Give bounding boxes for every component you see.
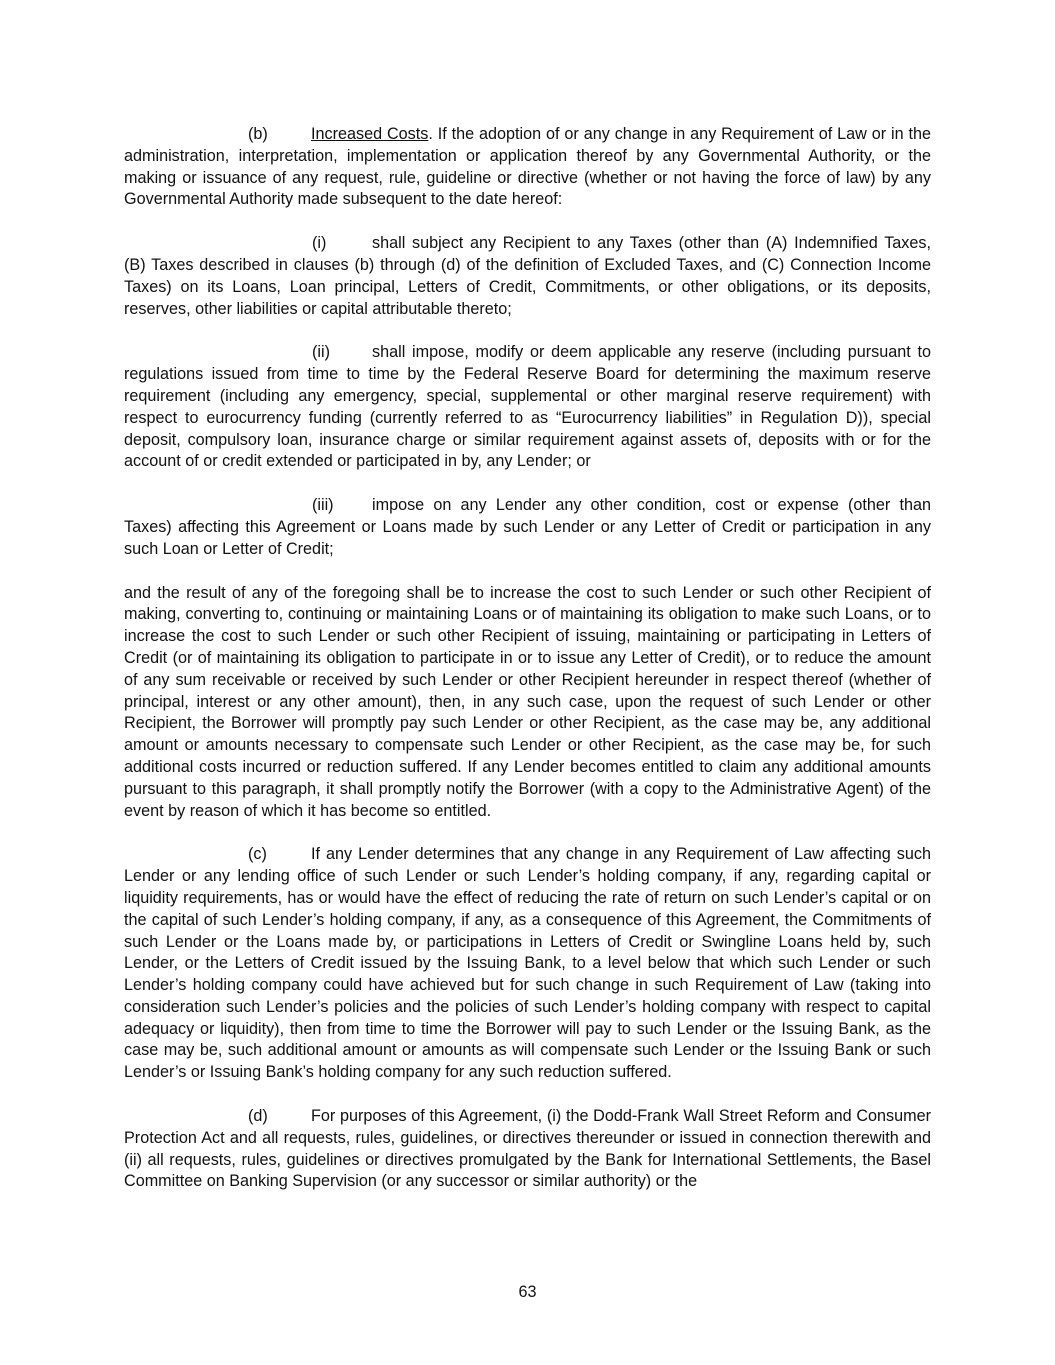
document-body <box>124 124 931 1193</box>
clause-ii <box>124 342 931 473</box>
paragraph-text: If any Lender determines that any change in any Requirement of Law affecting such Lender or any lending office of such Lender or such Lender’s holding company, if any, regarding capital or liquidity requirements, has or would have the effect of reducing the rate of return on such Lender’s capital or on the capital of such Lender’s holding company, if any, as a consequence of this Agreement, the Commitments of such Lender or the Loans made by, or participations in Letters of Credit or Swingline Loans held by, such Lender, or the Letters of Credit issued by the Issuing Bank, to a level below that which such Lender or such Lender’s holding company could have achieved but for such change in such Requirement of Law (taking into consideration such Lender’s policies and the policies of such Lender’s holding company with respect to capital adequacy or liquidity), then from time to time the Borrower will pay to such Lender or the Issuing Bank, as the case may be, such additional amount or amounts as will compensate such Lender or the Issuing Bank or such Lender’s or Issuing Bank’s holding company for any such reduction suffered. <box>124 845 931 1082</box>
paragraph-text: . If the adoption of or any change in any Requirement of Law or in the administration, interpretation, implementation or application thereof by any Governmental Authority, or the making or issuance of any request, rule, guideline or directive (whether or not having the force of law) by any Governmental Authority made subsequent to the date hereof: <box>124 125 931 209</box>
clause-iii <box>124 495 931 560</box>
clause-i <box>124 233 931 320</box>
paragraph-c <box>124 844 931 1084</box>
paragraph-b <box>124 124 931 211</box>
paragraph-label: (c) <box>248 845 267 864</box>
page-number: 63 <box>518 1283 537 1301</box>
clause-label: (i) <box>312 234 327 253</box>
paragraph-label: (d) <box>248 1107 268 1126</box>
result-paragraph: and the result of any of the foregoing shall be to increase the cost to such Lender or such other Recipient of making, converting to, continuing or maintaining Loans or of maintaining its obligation to make such Loans, or to increase the cost to such Lender or such other Recipient of issuing, maintaining or participating in Letters of Credit (or of maintaining its obligation to participate in or to issue any Letter of Credit), or to reduce the amount of any sum receivable or received by such Lender or other Recipient hereunder in respect thereof (whether of principal, interest or any other amount), then, in any such case, upon the request of such Lender or other Recipient, the Borrower will promptly pay such Lender or other Recipient, as the case may be, any additional amount or amounts necessary to compensate such Lender or other Recipient, as the case may be, for such additional costs incurred or reduction suffered. If any Lender becomes entitled to claim any additional amounts pursuant to this paragraph, it shall promptly notify the Borrower (with a copy to the Administrative Agent) of the event by reason of which it has become so entitled. <box>124 583 931 820</box>
section-heading: Increased Costs <box>311 125 429 143</box>
paragraph-label: (b) <box>248 125 268 143</box>
clause-label: (ii) <box>312 343 330 362</box>
clause-label: (iii) <box>312 496 334 515</box>
paragraph-text: For purposes of this Agreement, (i) the Dodd-Frank Wall Street Reform and Consumer Protection Act and all requests, rules, guidelines, or directives thereunder or issued in connection therewith and (ii) all requests, rules, guidelines or directives promulgated by the Bank for International Settlements, the Basel Committee on Banking Supervision (or any successor or similar authority) or the <box>124 1107 931 1191</box>
clause-text: shall subject any Recipient to any Taxes (other than (A) Indemnified Taxes, (B) Taxes described in clauses (b) through (d) of the definition of Excluded Taxes, and (C) Connection Income Taxes) on its Loans, Loan principal, Letters of Credit, Commitments, or other obligations, or its deposits, reserves, other liabilities or capital attributable thereto; <box>124 234 931 318</box>
clause-text: shall impose, modify or deem applicable any reserve (including pursuant to regulations issued from time to time by the Federal Reserve Board for determining the maximum reserve requirement (including any emergency, special, supplemental or other marginal reserve requirement) with respect to eurocurrency funding (currently referred to as “Eurocurrency liabilities” in Regulation D)), special deposit, compulsory loan, insurance charge or similar requirement against assets of, deposits with or for the account of or credit extended or participated in by, any Lender; or <box>124 343 931 471</box>
clause-text: impose on any Lender any other condition, cost or expense (other than Taxes) affecting this Agreement or Loans made by such Lender or any Letter of Credit or participation in any such Loan or Letter of Credit; <box>124 496 931 558</box>
paragraph-d <box>124 1106 931 1193</box>
